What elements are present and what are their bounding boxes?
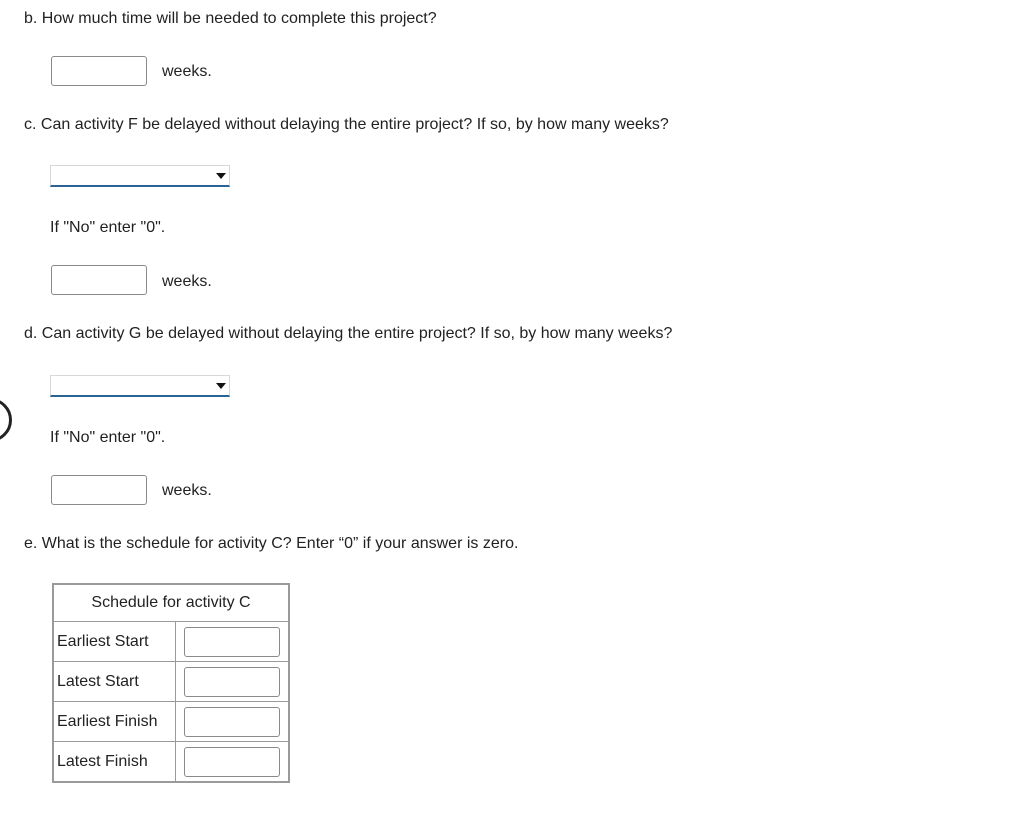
- row-label-earliest-finish: Earliest Finish: [53, 702, 176, 742]
- earliest-start-input[interactable]: [184, 627, 280, 657]
- question-d-select[interactable]: [50, 375, 230, 397]
- question-d-unit: weeks.: [162, 482, 212, 499]
- table-row: [53, 702, 289, 742]
- dropdown-arrow-icon: [216, 383, 226, 389]
- question-c-select[interactable]: [50, 165, 230, 187]
- latest-start-input[interactable]: [184, 667, 280, 697]
- question-e-text: e. What is the schedule for activity C? Enter “0” if your answer is zero.: [24, 535, 519, 552]
- latest-finish-input[interactable]: [184, 747, 280, 777]
- question-d-weeks-input[interactable]: [51, 475, 147, 505]
- question-c-unit: weeks.: [162, 273, 212, 290]
- question-c-note: If "No" enter "0".: [50, 219, 166, 236]
- question-b-unit: weeks.: [162, 63, 212, 80]
- question-d-text: d. Can activity G be delayed without delaying the entire project? If so, by how many weeks?: [24, 325, 673, 342]
- table-row: [53, 662, 289, 702]
- row-label-earliest-start: Earliest Start: [53, 622, 176, 662]
- row-label-latest-finish: Latest Finish: [53, 742, 176, 783]
- row-label-latest-start: Latest Start: [53, 662, 176, 702]
- table-row: [53, 622, 289, 662]
- partial-circle-decoration: [0, 398, 12, 442]
- dropdown-arrow-icon: [216, 173, 226, 179]
- question-c-text: c. Can activity F be delayed without delaying the entire project? If so, by how many weeks?: [24, 116, 669, 133]
- schedule-table: [52, 583, 290, 783]
- earliest-finish-input[interactable]: [184, 707, 280, 737]
- schedule-table-header: Schedule for activity C: [53, 584, 289, 622]
- question-b-weeks-input[interactable]: [51, 56, 147, 86]
- table-row: [53, 742, 289, 783]
- question-d-note: If "No" enter "0".: [50, 429, 166, 446]
- question-b-text: b. How much time will be needed to complete this project?: [24, 10, 437, 27]
- question-c-weeks-input[interactable]: [51, 265, 147, 295]
